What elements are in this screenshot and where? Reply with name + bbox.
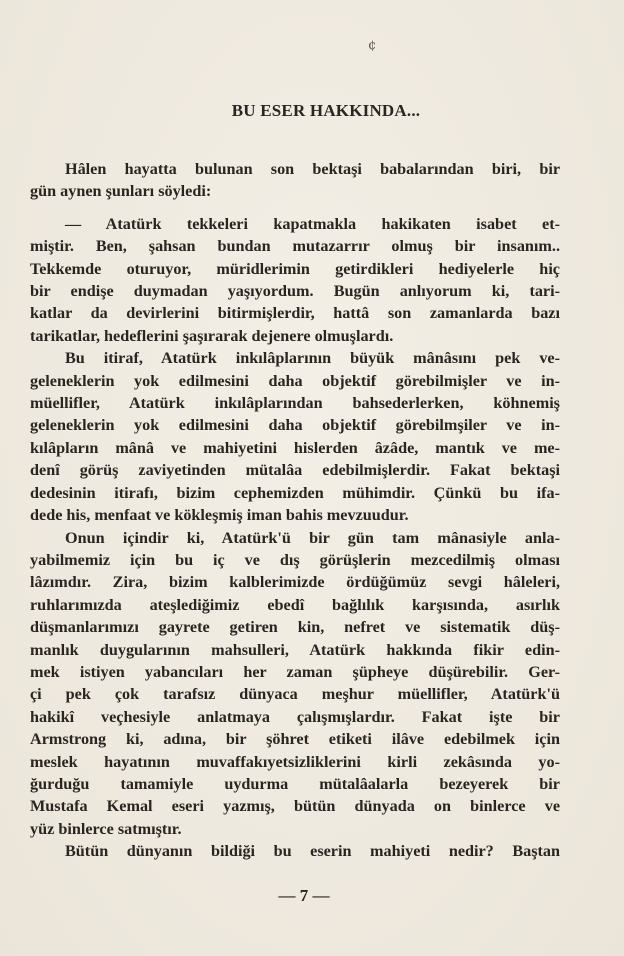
text-line: hakikî veçhesiyle anlatmaya çalışmışlardır. Fakat işte bir (30, 707, 560, 726)
page-number: — 7 — (278, 886, 330, 905)
text-line: mek istiyen yabancıları her zaman şüpheye düşürebilir. Ger- (30, 662, 560, 681)
text-line: katlar da devirlerini bitirmişlerdir, hattâ son zamanlarda bazı (30, 304, 560, 323)
page-mark: ¢ (368, 38, 377, 53)
text-line: — Atatürk tekkeleri kapatmakla hakikaten isabet et- (65, 214, 560, 233)
text-line: Onun içindir ki, Atatürk'ü bir gün tam mânasiyle anla- (65, 528, 560, 547)
text-line: Bu itiraf, Atatürk inkılâplarının büyük mânâsını pek ve- (65, 349, 560, 368)
text-line: kılâpların mânâ ve mahiyetini hislerden âzâde, mantık ve me- (30, 438, 560, 457)
text-line: geleneklerin yok edilmesini daha objektif görebilmşiler ve in- (30, 416, 560, 435)
text-line: bir endişe duymadan yaşıyordum. Bugün anlıyorum ki, tari- (30, 282, 560, 301)
text-line: yüz binlerce satmıştır. (30, 819, 182, 838)
section-heading: BU ESER HAKKINDA... (231, 101, 421, 120)
text-line: meslek hayatının muvaffakıyetsizliklerini kirli zekâsında yo- (30, 752, 560, 771)
text-line: tarikatlar, hedeflerini şaşırarak dejenere olmuşlardı. (30, 326, 394, 345)
text-line: çi pek çok tarafsız dünyaca meşhur müellifler, Atatürk'ü (30, 685, 560, 704)
text-line: gün aynen şunları söyledi: (30, 182, 212, 201)
text-line: Tekkemde oturuyor, müridlerimin getirdikleri hediyelerle hiç (30, 259, 560, 278)
text-line: dedesinin itirafı, bizim cephemizden mühimdir. Çünkü bu ifa- (30, 483, 560, 502)
text-line: müellifler, Atatürk inkılâplarından bahsederlerken, köhnemiş (30, 394, 560, 413)
text-line: ruhlarımızda ateşlediğimiz ebedî bağlılık karşısında, asırlık (30, 595, 560, 614)
text-line: lâzımdır. Zira, bizim kalblerimizde ördüğümüz sevgi hâleleri, (30, 573, 560, 592)
body-text (30, 158, 560, 863)
text-line: yabilmemiz için bu iç ve dış görüşlerin mezcedilmiş olması (30, 550, 560, 569)
text-line: ğurduğu tamamiyle uydurma mütalâalarla bezeyerek bir (30, 774, 560, 793)
text-line: Mustafa Kemal eseri yazmış, bütün dünyada on binlerce ve (30, 797, 560, 816)
text-line: Hâlen hayatta bulunan son bektaşi babalarından biri, bir (65, 160, 560, 178)
text-line: Armstrong ki, adına, bir şöhret etiketi ilâve edebilmek için (30, 730, 560, 749)
text-line: düşmanlarımızı gayrete getiren kin, nefret ve sistematik düş- (30, 618, 560, 637)
text-line: dede his, menfaat ve kökleşmiş iman bahis mevzuudur. (30, 506, 409, 525)
text-line: miştir. Ben, şahsan bundan mutazarrır olmuş bir insanım.. (30, 237, 560, 256)
text-line: manlık duygularının mahsulleri, Atatürk hakkında fikir edin- (30, 640, 560, 659)
text-line: Bütün dünyanın bildiği bu eserin mahiyeti nedir? Baştan (65, 842, 560, 861)
text-line: denî görüş zaviyetinden mütalâa edebilmişlerdir. Fakat bektaşi (30, 461, 560, 480)
text-line: geleneklerin yok edilmesini daha objektif görebilmişler ve in- (30, 371, 560, 390)
